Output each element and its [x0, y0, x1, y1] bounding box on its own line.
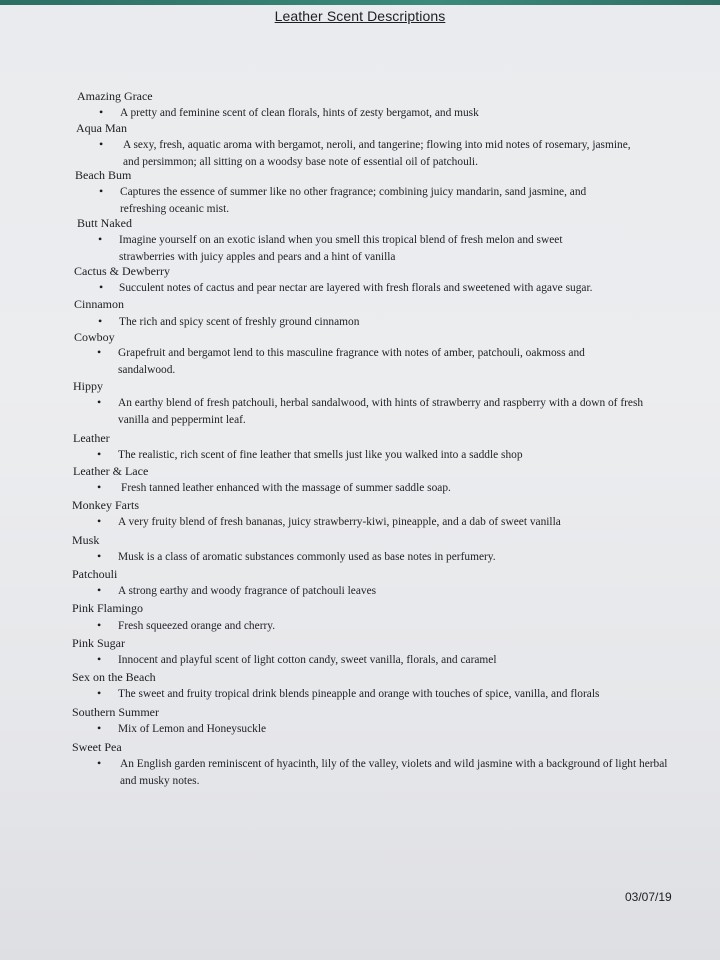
bullet-icon: •	[99, 280, 104, 294]
scent-name: Aqua Man	[76, 121, 127, 135]
scent-name: Leather & Lace	[73, 464, 149, 478]
document-page	[0, 5, 720, 960]
scent-description: Imagine yourself on an exotic island when you smell this tropical blend of fresh melon and sweet strawberries with juicy apples and pears and a hint of vanilla	[119, 234, 563, 263]
scent-description: Musk is a class of aromatic substances commonly used as base notes in perfumery.	[118, 551, 496, 563]
scent-name: Pink Sugar	[72, 636, 126, 650]
bullet-icon: •	[97, 447, 102, 461]
scent-description: A pretty and feminine scent of clean florals, hints of zesty bergamot, and musk	[120, 107, 479, 119]
bullet-icon: •	[97, 686, 102, 700]
bullet-icon: •	[98, 314, 103, 328]
document-date: 03/07/19	[625, 890, 672, 904]
bullet-icon: •	[97, 756, 102, 770]
scent-description: A strong earthy and woody fragrance of patchouli leaves	[118, 585, 377, 597]
document-title: Leather Scent Descriptions	[274, 8, 446, 24]
scent-description: Mix of Lemon and Honeysuckle	[118, 723, 267, 735]
scent-description: Grapefruit and bergamot lend to this masculine fragrance with notes of amber, patchouli, oakmoss and sandalwood.	[118, 347, 585, 376]
bullet-icon: •	[97, 652, 102, 666]
scent-name: Musk	[72, 533, 100, 547]
scent-description: The realistic, rich scent of fine leather that smells just like you walked into a saddle shop	[118, 449, 523, 461]
scent-description: Fresh squeezed orange and cherry.	[118, 620, 276, 632]
scent-name: Sweet Pea	[72, 740, 122, 754]
bullet-icon: •	[99, 137, 104, 151]
scent-name: Cowboy	[74, 330, 115, 344]
scent-name: Cinnamon	[74, 297, 124, 311]
bullet-icon: •	[97, 480, 102, 494]
bullet-icon: •	[98, 232, 103, 246]
bullet-icon: •	[97, 514, 102, 528]
scent-name: Monkey Farts	[72, 498, 139, 512]
bullet-icon: •	[97, 583, 102, 597]
bullet-icon: •	[97, 618, 102, 632]
bullet-icon: •	[97, 345, 102, 359]
scent-description: An English garden reminiscent of hyacinth, lily of the valley, violets and wild jasmine with a background of light herbal and musky notes.	[120, 758, 668, 787]
scent-description: Succulent notes of cactus and pear nectar are layered with fresh florals and sweetened with agave sugar.	[119, 282, 593, 294]
scent-description: Captures the essence of summer like no other fragrance; combining juicy mandarin, sand jasmine, and refreshing oceanic mist.	[120, 186, 587, 215]
scent-list	[0, 5, 720, 960]
scent-description: An earthy blend of fresh patchouli, herbal sandalwood, with hints of strawberry and raspberry with a down of fresh vanilla and peppermint leaf.	[118, 397, 644, 426]
scent-description: Innocent and playful scent of light cotton candy, sweet vanilla, florals, and caramel	[118, 654, 497, 666]
bullet-icon: •	[97, 721, 102, 735]
scent-description: The rich and spicy scent of freshly ground cinnamon	[119, 316, 360, 328]
bullet-icon: •	[97, 549, 102, 563]
scent-name: Amazing Grace	[77, 89, 153, 103]
scent-name: Pink Flamingo	[72, 601, 144, 615]
scent-name: Beach Bum	[75, 168, 132, 182]
scent-name: Southern Summer	[72, 705, 159, 719]
scent-name: Cactus & Dewberry	[74, 264, 170, 278]
bullet-icon: •	[99, 105, 104, 119]
scent-name: Butt Naked	[77, 216, 132, 230]
scent-name: Hippy	[73, 379, 103, 393]
bullet-icon: •	[97, 395, 102, 409]
scent-name: Patchouli	[72, 567, 118, 581]
scent-name: Leather	[73, 431, 110, 445]
scent-description: A very fruity blend of fresh bananas, juicy strawberry-kiwi, pineapple, and a dab of sweet vanilla	[118, 516, 561, 528]
scent-description: A sexy, fresh, aquatic aroma with bergamot, neroli, and tangerine; flowing into mid notes of rosemary, jasmine, and persimmon; all sitting on a woodsy base note of essential oil of patchouli.	[123, 139, 631, 168]
bullet-icon: •	[99, 184, 104, 198]
scent-description: Fresh tanned leather enhanced with the massage of summer saddle soap.	[121, 482, 451, 494]
scent-description: The sweet and fruity tropical drink blends pineapple and orange with touches of spice, vanilla, and florals	[118, 688, 600, 700]
scent-name: Sex on the Beach	[72, 670, 156, 684]
